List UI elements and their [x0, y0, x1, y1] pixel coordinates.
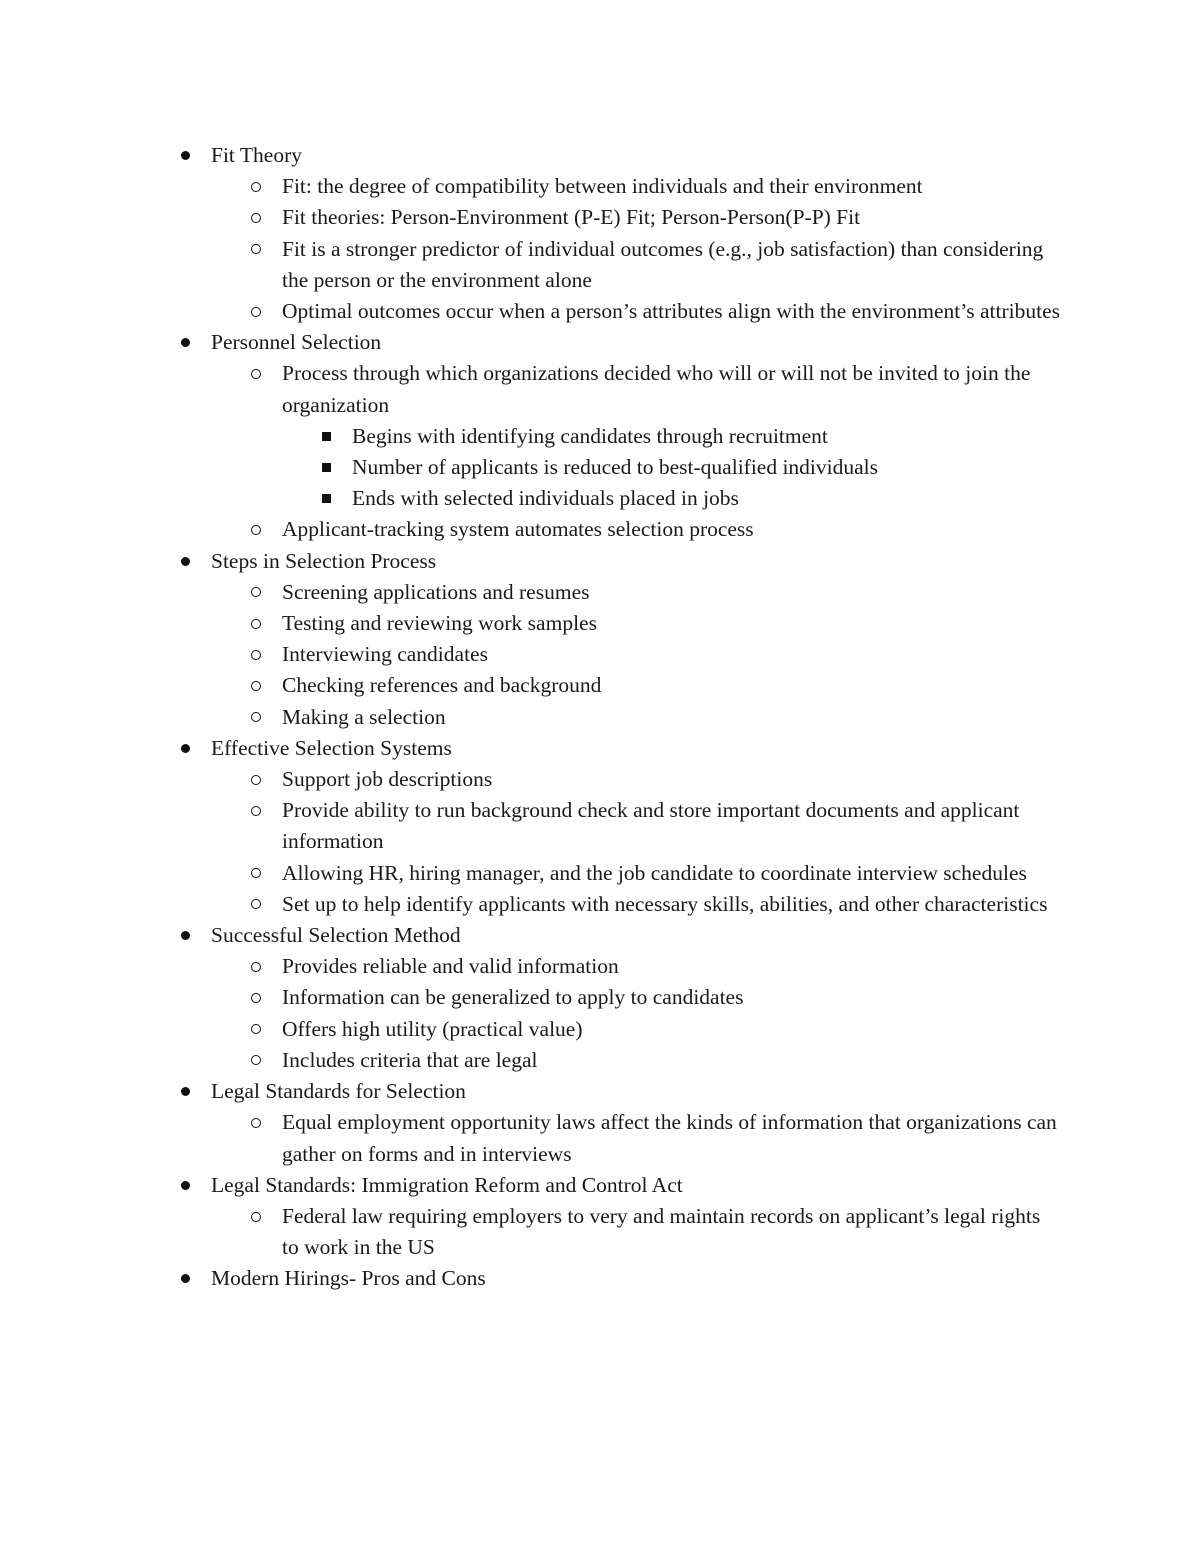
list-item-text: Provide ability to run background check and store important documents and applicant information — [282, 798, 1020, 854]
hollow-circle-bullet-icon — [245, 358, 267, 389]
hollow-circle-bullet-icon — [245, 1201, 267, 1232]
section-heading-text: Legal Standards: Immigration Reform and Control Act — [211, 1172, 683, 1197]
list-item — [0, 639, 1062, 670]
list-item — [0, 296, 1062, 327]
hollow-circle-bullet-icon — [245, 234, 267, 265]
list-item — [0, 764, 1062, 795]
list-item-text: Fit is a stronger predictor of individual outcomes (e.g., job satisfaction) than considering the person or the environment alone — [282, 236, 1044, 292]
filled-square-bullet-icon — [315, 452, 337, 483]
filled-circle-bullet-icon — [174, 1170, 196, 1201]
sub-list-item-text: Begins with identifying candidates through recruitment — [352, 423, 828, 448]
filled-circle-bullet-icon — [174, 1263, 196, 1294]
hollow-circle-bullet-icon — [245, 639, 267, 670]
list-item — [0, 1107, 1062, 1169]
section-heading-text: Steps in Selection Process — [211, 548, 437, 573]
section-heading — [0, 327, 1200, 358]
list-item — [0, 702, 1062, 733]
section-heading-text: Personnel Selection — [211, 330, 382, 355]
list-item-text: Fit: the degree of compatibility between individuals and their environment — [282, 174, 923, 199]
list-item-text: Federal law requiring employers to very and maintain records on applicant’s legal rights to work in the US — [282, 1203, 1041, 1260]
filled-circle-bullet-icon — [174, 920, 196, 951]
list-item — [0, 858, 1062, 889]
hollow-circle-bullet-icon — [245, 1107, 267, 1138]
list-item — [0, 670, 1062, 701]
bullet-outline — [0, 140, 1200, 1295]
list-item — [0, 1045, 1062, 1076]
list-item-text: Interviewing candidates — [282, 642, 488, 667]
filled-circle-bullet-icon — [174, 327, 196, 358]
hollow-circle-bullet-icon — [245, 171, 267, 202]
hollow-circle-bullet-icon — [245, 889, 267, 920]
list-item-text: Allowing HR, hiring manager, and the job candidate to coordinate interview schedules — [282, 860, 1027, 885]
list-item-text: Process through which organizations decided who will or will not be invited to join the organization — [282, 361, 1031, 417]
list-item-text: Checking references and background — [282, 673, 602, 698]
hollow-circle-bullet-icon — [245, 764, 267, 795]
list-item-text: Support job descriptions — [282, 767, 493, 792]
sub-list-item — [0, 452, 1052, 483]
hollow-circle-bullet-icon — [245, 795, 267, 826]
list-item — [0, 982, 1062, 1013]
list-item-text: Provides reliable and valid information — [282, 954, 619, 979]
section-heading — [0, 920, 1200, 951]
list-item — [0, 1201, 1062, 1263]
filled-circle-bullet-icon — [174, 733, 196, 764]
sub-list-item-text: Number of applicants is reduced to best-qualified individuals — [352, 455, 879, 480]
filled-circle-bullet-icon — [174, 546, 196, 577]
section-heading — [0, 1170, 1200, 1201]
list-item — [0, 358, 1062, 420]
filled-square-bullet-icon — [315, 483, 337, 514]
list-item-text: Optimal outcomes occur when a person’s attributes align with the environment’s attributes — [282, 299, 1060, 324]
hollow-circle-bullet-icon — [245, 514, 267, 545]
section-heading — [0, 1263, 1200, 1294]
hollow-circle-bullet-icon — [245, 702, 267, 733]
list-item — [0, 514, 1062, 545]
sub-list-item — [0, 421, 1052, 452]
hollow-circle-bullet-icon — [245, 858, 267, 889]
list-item — [0, 795, 1062, 857]
sub-list-item-text: Ends with selected individuals placed in jobs — [352, 486, 739, 511]
list-item-text: Screening applications and resumes — [282, 579, 590, 604]
list-item — [0, 1014, 1062, 1045]
list-item-text: Applicant-tracking system automates selection process — [282, 517, 754, 542]
sub-list-item — [0, 483, 1052, 514]
section-heading-text: Legal Standards for Selection — [211, 1079, 466, 1104]
list-item-text: Equal employment opportunity laws affect the kinds of information that organizations can gather on forms and in interviews — [282, 1110, 1057, 1166]
section-heading — [0, 733, 1200, 764]
section-heading — [0, 140, 1200, 171]
list-item-text: Testing and reviewing work samples — [282, 611, 597, 636]
list-item — [0, 951, 1062, 982]
list-item-text: Includes criteria that are legal — [282, 1047, 538, 1072]
hollow-circle-bullet-icon — [245, 202, 267, 233]
hollow-circle-bullet-icon — [245, 982, 267, 1013]
section-heading — [0, 546, 1200, 577]
hollow-circle-bullet-icon — [245, 670, 267, 701]
list-item-text: Offers high utility (practical value) — [282, 1016, 583, 1041]
section-heading — [0, 1076, 1200, 1107]
hollow-circle-bullet-icon — [245, 296, 267, 327]
hollow-circle-bullet-icon — [245, 608, 267, 639]
list-item — [0, 202, 1062, 233]
filled-circle-bullet-icon — [174, 140, 196, 171]
list-item — [0, 577, 1062, 608]
hollow-circle-bullet-icon — [245, 1014, 267, 1045]
hollow-circle-bullet-icon — [245, 577, 267, 608]
hollow-circle-bullet-icon — [245, 951, 267, 982]
list-item-text: Information can be generalized to apply to candidates — [282, 985, 744, 1010]
hollow-circle-bullet-icon — [245, 1045, 267, 1076]
section-heading-text: Modern Hirings- Pros and Cons — [211, 1266, 486, 1291]
list-item-text: Making a selection — [282, 704, 446, 729]
list-item — [0, 234, 1062, 296]
list-item — [0, 608, 1062, 639]
section-heading-text: Fit Theory — [211, 143, 302, 167]
section-heading-text: Effective Selection Systems — [211, 735, 452, 760]
section-heading-text: Successful Selection Method — [211, 923, 461, 948]
list-item — [0, 171, 1062, 202]
filled-circle-bullet-icon — [174, 1076, 196, 1107]
list-item-text: Fit theories: Person-Environment (P-E) Fit; Person-Person(P-P) Fit — [282, 205, 861, 230]
list-item-text: Set up to help identify applicants with necessary skills, abilities, and other characteristics — [282, 891, 1048, 916]
list-item — [0, 889, 1062, 920]
filled-square-bullet-icon — [315, 421, 337, 452]
